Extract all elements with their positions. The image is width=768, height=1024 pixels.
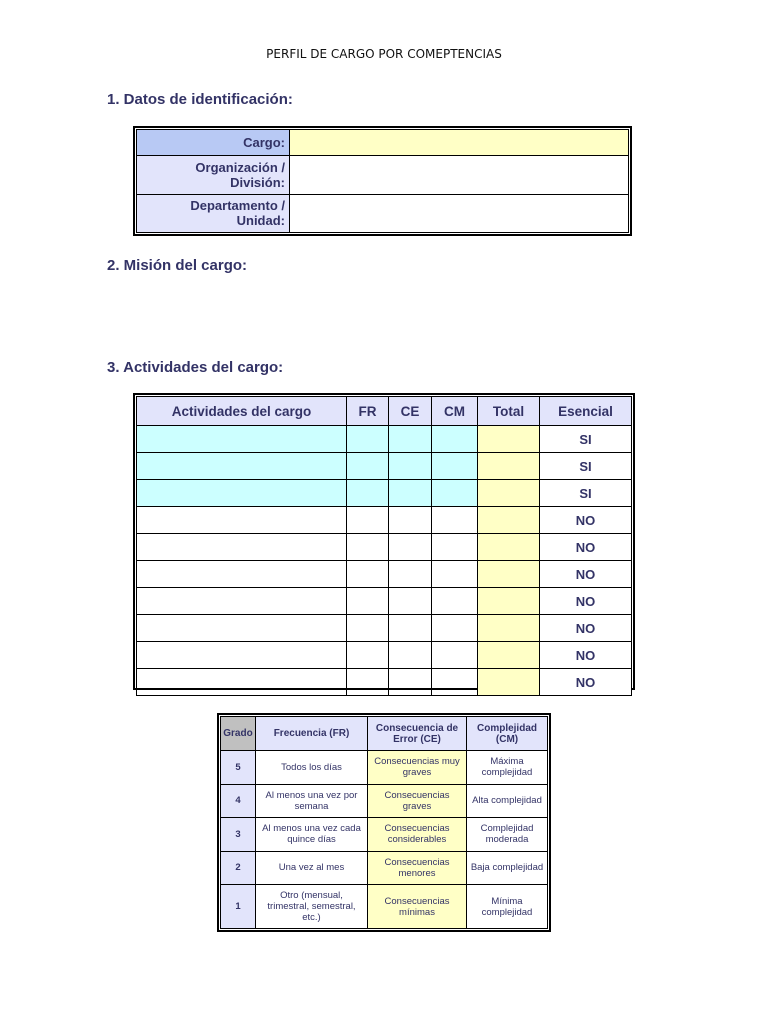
esencial-cell: NO [540, 561, 632, 588]
legend-header-consecuencia: Consecuencia de Error (CE) [368, 717, 467, 751]
activity-row [137, 426, 632, 453]
ce-cell[interactable] [389, 588, 432, 615]
legend-complejidad: Mínima complejidad [467, 885, 548, 929]
total-cell [478, 669, 540, 696]
legend-consecuencia: Consecuencias muy graves [368, 751, 467, 785]
total-cell [478, 615, 540, 642]
esencial-cell: SI [540, 453, 632, 480]
legend-row [221, 751, 548, 785]
esencial-cell: NO [540, 588, 632, 615]
id-value-cargo[interactable] [290, 130, 629, 156]
legend-frecuencia: Todos los días [256, 751, 368, 785]
activity-row [137, 588, 632, 615]
legend-complejidad: Alta complejidad [467, 784, 548, 818]
total-cell [478, 642, 540, 669]
section-heading-mission: 2. Misión del cargo: [107, 257, 248, 274]
cm-cell[interactable] [432, 669, 478, 696]
esencial-cell: NO [540, 534, 632, 561]
activities-table [133, 393, 635, 690]
total-cell [478, 480, 540, 507]
legend-row [221, 885, 548, 929]
legend-complejidad: Máxima complejidad [467, 751, 548, 785]
esencial-cell: SI [540, 480, 632, 507]
activity-row [137, 534, 632, 561]
legend-frecuencia: Al menos una vez por semana [256, 784, 368, 818]
id-value-organizacion[interactable] [290, 156, 629, 195]
activity-cell[interactable] [137, 426, 347, 453]
total-cell [478, 507, 540, 534]
ce-cell[interactable] [389, 561, 432, 588]
activity-cell[interactable] [137, 453, 347, 480]
fr-cell[interactable] [347, 669, 389, 696]
fr-cell[interactable] [347, 615, 389, 642]
total-cell [478, 534, 540, 561]
activity-row [137, 480, 632, 507]
id-row-organizacion [137, 156, 629, 195]
cm-cell[interactable] [432, 534, 478, 561]
header-total: Total [478, 397, 540, 426]
header-activity: Actividades del cargo [137, 397, 347, 426]
legend-grado: 1 [221, 885, 256, 929]
legend-row [221, 784, 548, 818]
fr-cell[interactable] [347, 534, 389, 561]
activity-row [137, 669, 632, 696]
activity-row [137, 561, 632, 588]
activity-cell[interactable] [137, 642, 347, 669]
ce-cell[interactable] [389, 507, 432, 534]
cm-cell[interactable] [432, 480, 478, 507]
id-label-cargo: Cargo: [137, 130, 290, 156]
legend-frecuencia: Al menos una vez cada quince días [256, 818, 368, 852]
total-cell [478, 588, 540, 615]
activity-row [137, 642, 632, 669]
header-esencial: Esencial [540, 397, 632, 426]
cm-cell[interactable] [432, 642, 478, 669]
esencial-cell: NO [540, 669, 632, 696]
legend-header-grado: Grado [221, 717, 256, 751]
grading-legend-table [217, 713, 551, 932]
header-cm: CM [432, 397, 478, 426]
cm-cell[interactable] [432, 426, 478, 453]
ce-cell[interactable] [389, 534, 432, 561]
legend-complejidad: Complejidad moderada [467, 818, 548, 852]
activity-row [137, 453, 632, 480]
esencial-cell: NO [540, 507, 632, 534]
legend-grado: 5 [221, 751, 256, 785]
activity-cell[interactable] [137, 534, 347, 561]
id-label-departamento: Departamento / Unidad: [137, 194, 290, 233]
fr-cell[interactable] [347, 426, 389, 453]
esencial-cell: SI [540, 426, 632, 453]
activity-cell[interactable] [137, 480, 347, 507]
cm-cell[interactable] [432, 561, 478, 588]
identification-table [133, 126, 632, 236]
header-fr: FR [347, 397, 389, 426]
fr-cell[interactable] [347, 642, 389, 669]
legend-header-row [221, 717, 548, 751]
activities-header-row [137, 397, 632, 426]
legend-grado: 2 [221, 851, 256, 885]
cm-cell[interactable] [432, 453, 478, 480]
activity-cell[interactable] [137, 615, 347, 642]
legend-grado: 3 [221, 818, 256, 852]
legend-frecuencia: Otro (mensual, trimestral, semestral, etc.) [256, 885, 368, 929]
ce-cell[interactable] [389, 480, 432, 507]
fr-cell[interactable] [347, 561, 389, 588]
id-row-departamento [137, 194, 629, 233]
ce-cell[interactable] [389, 426, 432, 453]
legend-complejidad: Baja complejidad [467, 851, 548, 885]
legend-consecuencia: Consecuencias menores [368, 851, 467, 885]
activity-cell[interactable] [137, 588, 347, 615]
legend-consecuencia: Consecuencias considerables [368, 818, 467, 852]
section-heading-activities: 3. Actividades del cargo: [107, 359, 284, 376]
section-heading-identification: 1. Datos de identificación: [107, 91, 293, 108]
legend-row [221, 818, 548, 852]
fr-cell[interactable] [347, 507, 389, 534]
esencial-cell: NO [540, 642, 632, 669]
ce-cell[interactable] [389, 642, 432, 669]
activity-cell[interactable] [137, 561, 347, 588]
legend-header-complejidad: Complejidad (CM) [467, 717, 548, 751]
cm-cell[interactable] [432, 588, 478, 615]
fr-cell[interactable] [347, 480, 389, 507]
activity-row [137, 507, 632, 534]
ce-cell[interactable] [389, 669, 432, 696]
legend-row [221, 851, 548, 885]
activity-cell[interactable] [137, 507, 347, 534]
legend-frecuencia: Una vez al mes [256, 851, 368, 885]
ce-cell[interactable] [389, 615, 432, 642]
total-cell [478, 453, 540, 480]
fr-cell[interactable] [347, 453, 389, 480]
total-cell [478, 426, 540, 453]
cm-cell[interactable] [432, 615, 478, 642]
id-row-cargo [137, 130, 629, 156]
activity-cell[interactable] [137, 669, 347, 696]
id-value-departamento[interactable] [290, 194, 629, 233]
ce-cell[interactable] [389, 453, 432, 480]
document-title: PERFIL DE CARGO POR COMEPTENCIAS [266, 47, 502, 61]
header-ce: CE [389, 397, 432, 426]
total-cell [478, 561, 540, 588]
esencial-cell: NO [540, 615, 632, 642]
cm-cell[interactable] [432, 507, 478, 534]
fr-cell[interactable] [347, 588, 389, 615]
activity-row [137, 615, 632, 642]
legend-consecuencia: Consecuencias mínimas [368, 885, 467, 929]
id-label-organizacion: Organización / División: [137, 156, 290, 195]
legend-header-frecuencia: Frecuencia (FR) [256, 717, 368, 751]
legend-grado: 4 [221, 784, 256, 818]
legend-consecuencia: Consecuencias graves [368, 784, 467, 818]
